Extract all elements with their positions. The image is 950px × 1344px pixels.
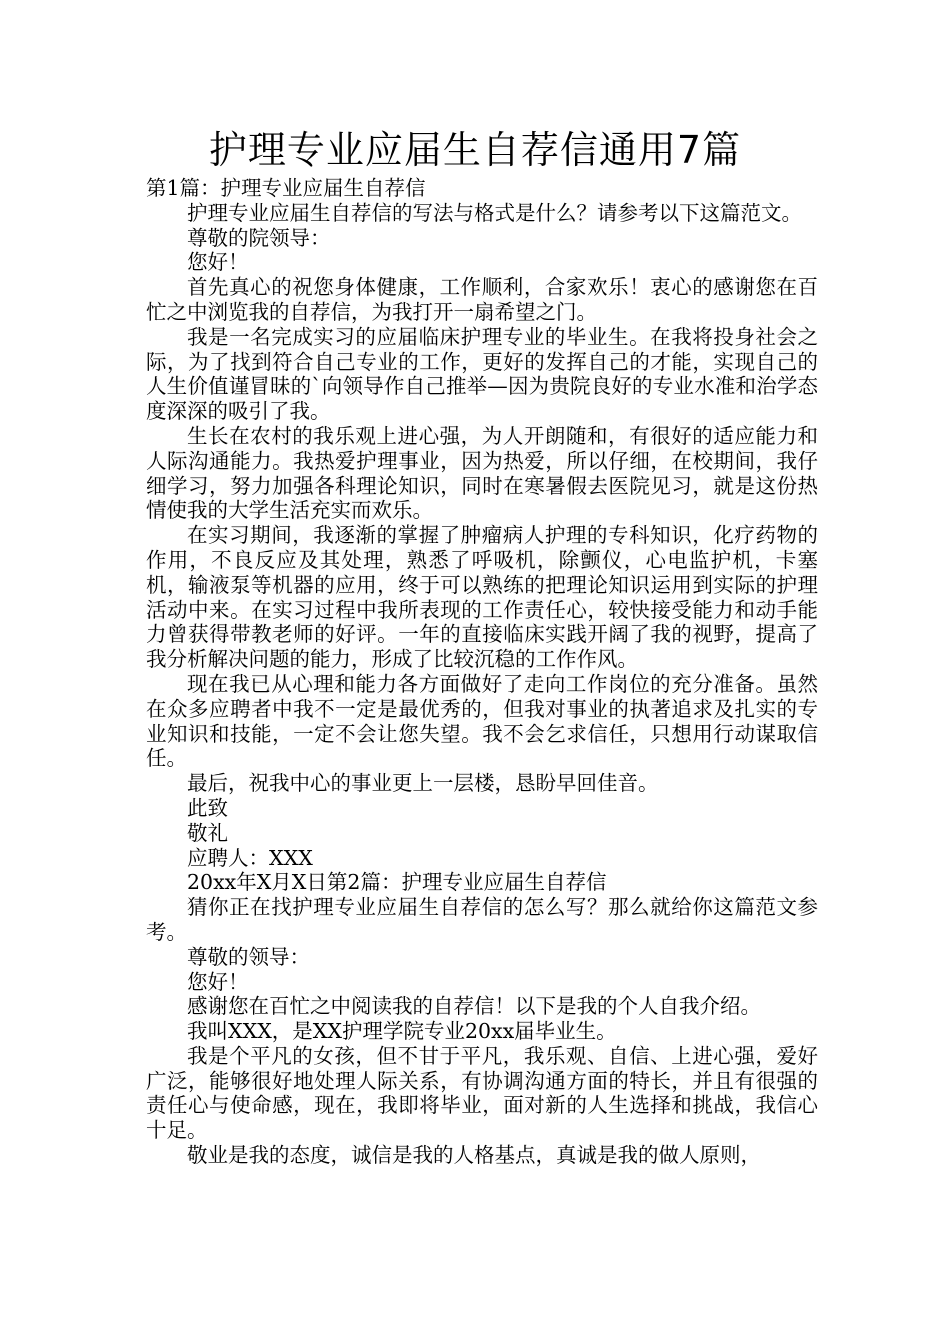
paragraph: 感谢您在百忙之中阅读我的自荐信！以下是我的个人自我介绍。	[187, 994, 761, 1019]
paragraph: 首先真心的祝您身体健康，工作顺利，合家欢乐！衷心的感谢您在百忙之中浏览我的自荐信，为我打开一扇希望之门。	[146, 275, 818, 324]
paragraph: 在实习期间，我逐渐的掌握了肿瘤病人护理的专科知识，化疗药物的作用，不良反应及其处理，熟悉了呼吸机，除颤仪，心电监护机，卡塞机，输液泵等机器的应用，终于可以熟练的把理论知识运用到实际的护理活动中来。在实习过程中我所表现的工作责任心，较快接受能力和动手能力曾获得带教老师的好评。一年的直接临床实践开阔了我的视野，提高了我分析解决问题的能力，形成了比较沉稳的工作作风。	[146, 523, 818, 672]
paragraph: 您好！	[187, 969, 249, 994]
paragraph: 20xx年X月X日第2篇：护理专业应届生自荐信	[187, 870, 607, 895]
paragraph: 应聘人：XXX	[187, 845, 313, 870]
document-title: 护理专业应届生自荐信通用7篇	[208, 128, 742, 172]
paragraph: 尊敬的院领导：	[187, 225, 331, 250]
paragraph: 敬礼	[187, 820, 228, 845]
paragraph: 此致	[187, 795, 228, 820]
paragraph: 我是个平凡的女孩，但不甘于平凡，我乐观、自信、上进心强，爱好广泛，能够很好地处理人际关系，有协调沟通方面的特长，并且有很强的责任心与使命感，现在，我即将毕业，面对新的人生选择和挑战，我信心十足。	[146, 1043, 818, 1143]
paragraph: 护理专业应届生自荐信的写法与格式是什么？请参考以下这篇范文。	[187, 200, 802, 225]
paragraph: 生长在农村的我乐观上进心强，为人开朗随和，有很好的适应能力和人际沟通能力。我热爱护理事业，因为热爱，所以仔细，在校期间，我仔细学习，努力加强各科理论知识，同时在寒暑假去医院见习，就是这份热情使我的大学生活充实而欢乐。	[146, 423, 818, 523]
paragraph: 我叫XXX，是XX护理学院专业20xx届毕业生。	[187, 1019, 617, 1044]
paragraph: 猜你正在找护理专业应届生自荐信的怎么写？那么就给你这篇范文参考。	[146, 895, 818, 944]
paragraph: 现在我已从心理和能力各方面做好了走向工作岗位的充分准备。虽然在众多应聘者中我不一定是最优秀的，但我对事业的执著追求及扎实的专业知识和技能，一定不会让您失望。我不会乞求信任，只想用行动谋取信任。	[146, 671, 818, 771]
paragraph: 敬业是我的态度，诚信是我的人格基点，真诚是我的做人原则，	[187, 1143, 761, 1168]
paragraph: 尊敬的领导：	[187, 944, 310, 969]
paragraph: 我是一名完成实习的应届临床护理专业的毕业生。在我将投身社会之际，为了找到符合自己专业的工作，更好的发挥自己的才能，实现自己的人生价值谨冒昧的`向领导作自己推举—因为贵院良好的专业水准和治学态度深深的吸引了我。	[146, 324, 818, 424]
paragraph: 最后，祝我中心的事业更上一层楼，恳盼早回佳音。	[187, 771, 659, 796]
document-body	[146, 176, 818, 1168]
paragraph: 第1篇：护理专业应届生自荐信	[146, 176, 426, 200]
paragraph: 您好！	[187, 250, 249, 275]
